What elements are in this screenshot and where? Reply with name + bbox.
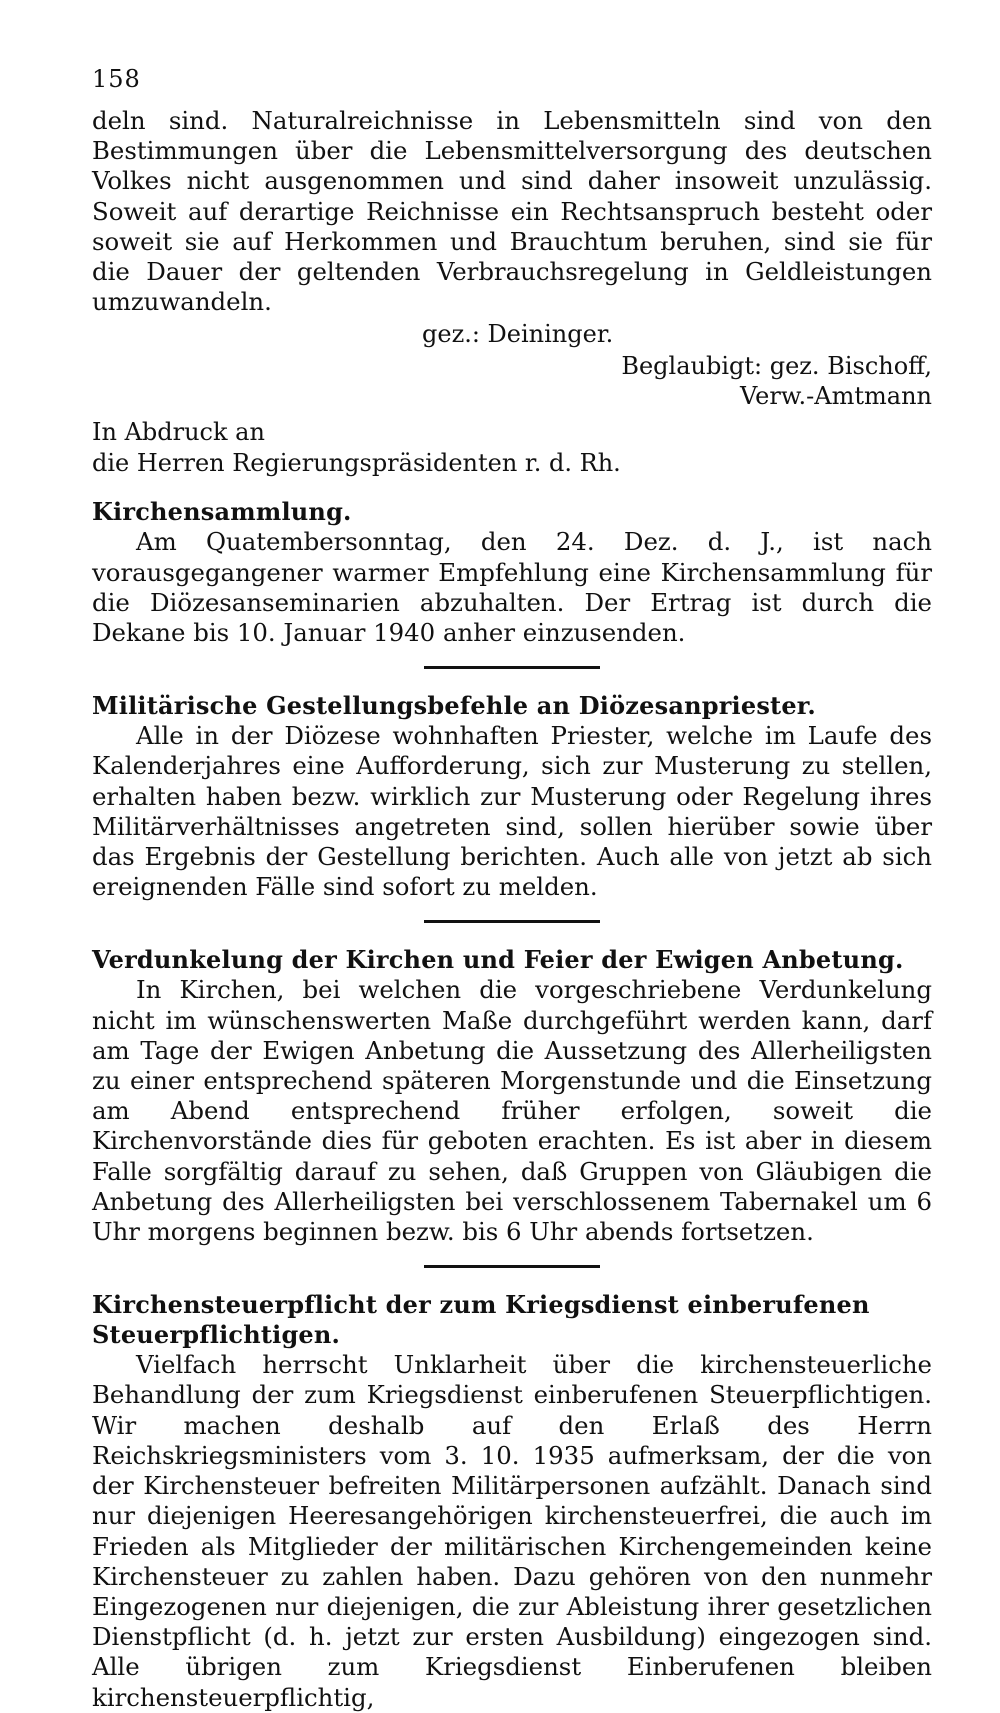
- copy-line-1: In Abdruck an: [92, 418, 265, 447]
- signature-name: gez.: Deininger.: [422, 320, 614, 349]
- section-body: Vielfach herrscht Unklarheit über die kirchensteuerliche Behandlung der zum Kriegsdienst einberufenen Steuerpflichtigen. Wir machen deshalb auf den Erlaß des Herrn Reichskriegsministers vom 3. 10. 1935 aufmerksam, der die von der Kirchensteuer befreiten Militärpersonen aufzählt. Danach sind nur diejenigen Heeresangehörigen kirchensteuerfrei, die auch im Frieden als Mitglieder der militärischen Kirchengemeinden keine Kirchensteuer zu zahlen haben. Dazu gehören von den nunmehr Eingezogenen nur diejenigen, die zur Ableistung ihrer gesetzlichen Dienstpflicht (d. h. jetzt zur ersten Ausbildung) eingezogen sind. Alle übrigen zum Kriegsdienst Einberufenen bleiben kirchensteuerpflichtig,: [92, 1350, 932, 1712]
- section-heading: Verdunkelung der Kirchen und Feier der Ewigen Anbetung.: [92, 945, 904, 975]
- page-number: 158: [92, 65, 141, 93]
- section-heading: Militärische Gestellungsbefehle an Diözesanpriester.: [92, 691, 816, 721]
- copy-line-2: die Herren Regierungspräsidenten r. d. Rh.: [92, 449, 621, 478]
- copy-recipients: [92, 417, 932, 479]
- section-body: In Kirchen, bei welchen die vorgeschriebene Verdunkelung nicht im wünschenswerten Maße durchgeführt werden kann, darf am Tage der Ewigen Anbetung die Aussetzung des Allerheiligsten zu einer entsprechend späteren Morgenstunde und die Einsetzung am Abend entsprechend früher erfolgen, soweit die Kirchenvorstände dies für geboten erachten. Es ist aber in diesem Falle sorgfältig darauf zu sehen, daß Gruppen von Gläubigen die Anbetung des Allerheiligsten bei verschlossenem Tabernakel um 6 Uhr morgens beginnen bezw. bis 6 Uhr abends fortsetzen.: [92, 975, 932, 1247]
- section-body: Am Quatembersonntag, den 24. Dez. d. J., ist nach vorausgegangener warmer Empfehlung eine Kirchensammlung für die Diözesanseminarien abzuhalten. Der Ertrag ist durch die Dekane bis 10. Januar 1940 anher einzusenden.: [92, 527, 932, 648]
- signature-certified: Beglaubigt: gez. Bischoff,: [621, 352, 932, 381]
- section-body: Alle in der Diözese wohnhaften Priester, welche im Laufe des Kalenderjahres eine Aufforderung, sich zur Musterung zu stellen, erhalten haben bezw. wirklich zur Musterung oder Regelung ihres Militärverhältnisses angetreten sind, sollen hierüber sowie über das Ergebnis der Gestellung berichten. Auch alle von jetzt ab sich ereignenden Fälle sind sofort zu melden.: [92, 721, 932, 902]
- section-heading: Kirchensammlung.: [92, 497, 352, 527]
- section-gestellungsbefehle: [92, 691, 932, 902]
- intro-paragraph: deln sind. Naturalreichnisse in Lebensmitteln sind von den Bestimmungen über die Lebensmittelversorgung des deutschen Volkes nicht ausgenommen und sind daher insoweit unzulässig. Soweit auf derartige Reichnisse ein Rechtsanspruch besteht oder soweit sie auf Herkommen und Brauchtum beruhen, sind sie für die Dauer der geltenden Verbrauchsregelung in Geldleistungen umzuwandeln.: [92, 106, 932, 317]
- section-kirchensteuerpflicht: [92, 1290, 932, 1712]
- section-kirchensammlung: [92, 497, 932, 648]
- document-page: [92, 64, 932, 1713]
- section-heading: Kirchensteuerpflicht der zum Kriegsdienst einberufenen Steuerpflichtigen.: [92, 1290, 870, 1350]
- section-verdunkelung: [92, 945, 932, 1247]
- signature-role: Verw.-Amtmann: [740, 382, 932, 411]
